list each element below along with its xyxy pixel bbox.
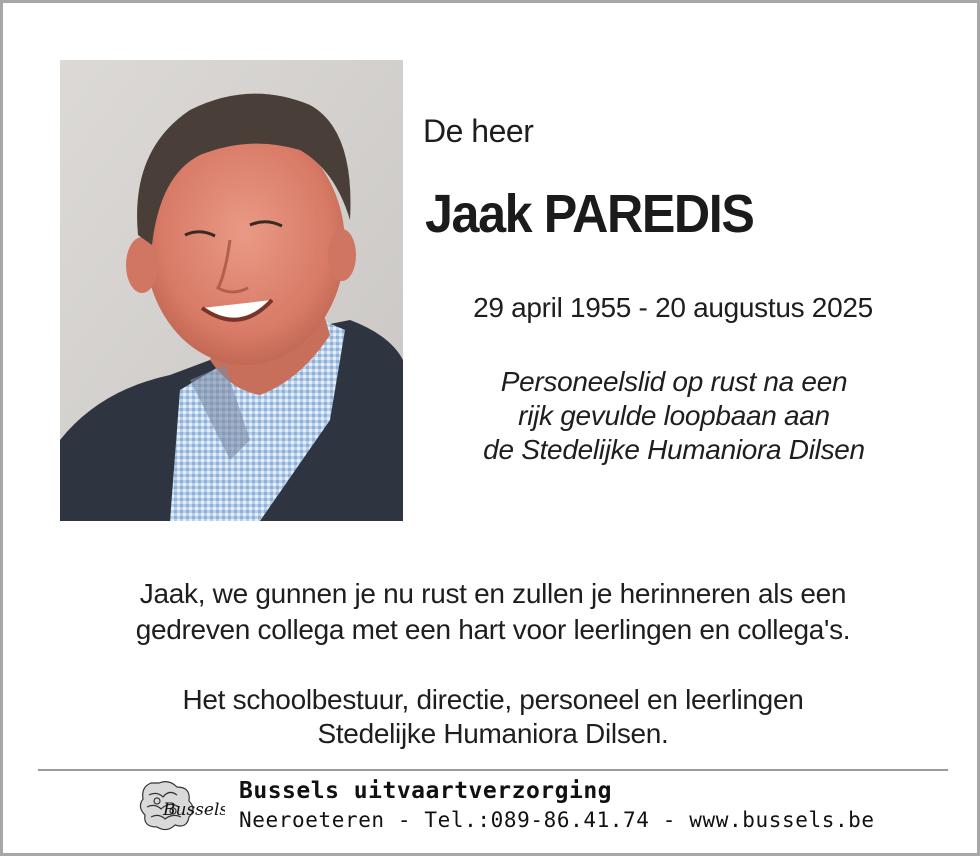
deceased-name: Jaak PAREDIS xyxy=(425,184,754,244)
role-line: Personeelslid op rust na een xyxy=(500,366,848,397)
footer-divider xyxy=(38,769,948,771)
role-line: rijk gevulde loopbaan aan xyxy=(518,400,830,431)
role-description xyxy=(403,365,945,467)
company-name: Bussels uitvaartverzorging xyxy=(239,778,613,804)
honorific: De heer xyxy=(423,113,534,149)
role-line: de Stedelijke Humaniora Dilsen xyxy=(483,434,865,465)
signature-line: Stedelijke Humaniora Dilsen. xyxy=(317,718,669,749)
logo-text: Bussels xyxy=(163,800,225,820)
message-line: gedreven collega met een hart voor leerlingen en collega's. xyxy=(135,614,851,645)
portrait-photo xyxy=(60,60,403,521)
tribute-message xyxy=(3,576,980,648)
signature-block xyxy=(3,683,980,751)
company-contact: Neeroeteren - Tel.:089-86.41.74 - www.bussels.be xyxy=(239,808,875,832)
life-dates: 29 april 1955 - 20 augustus 2025 xyxy=(473,292,873,323)
message-line: Jaak, we gunnen je nu rust en zullen je herinneren als een xyxy=(139,578,847,609)
bussels-logo xyxy=(133,775,225,835)
signature-line: Het schoolbestuur, directie, personeel en leerlingen xyxy=(182,684,804,715)
